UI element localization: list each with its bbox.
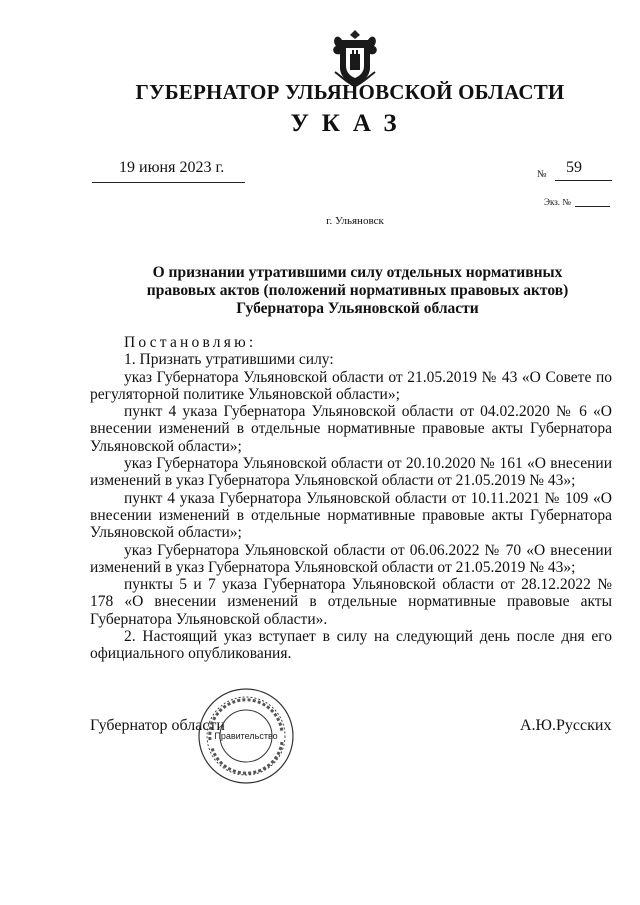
body-paragraph: указ Губернатора Ульяновской области от 21.05.2019 № 43 «О Совете по регуляторной политике Ульяновской области»; [90, 368, 612, 403]
body-paragraph: пункты 5 и 7 указа Губернатора Ульяновской области от 28.12.2022 № 178 «О внесении изменений в отдельные нормативные правовые акты Губернатора Ульяновской области». [90, 576, 612, 628]
body-paragraph: указ Губернатора Ульяновской области от 20.10.2020 № 161 «О внесении изменений в указ Губернатора Ульяновской области от 21.05.2019 № 43»; [90, 455, 612, 490]
signatory-title: Губернатор области [90, 717, 225, 734]
decree-subject [120, 264, 595, 318]
decree-word: Постановляю: [124, 334, 257, 351]
copy-number-line [575, 206, 610, 207]
stamp-center-text: Правительство [214, 731, 278, 741]
city: г. Ульяновск [326, 215, 384, 227]
decree-date: 19 июня 2023 г. [119, 159, 225, 176]
issuing-authority: ГУБЕРНАТОР УЛЬЯНОВСКОЙ ОБЛАСТИ [135, 80, 565, 104]
number-underline [555, 180, 612, 181]
number-label: № [537, 169, 547, 180]
decree-number: 59 [566, 159, 582, 176]
decree-body [90, 334, 612, 663]
copy-number-label: Экз. № [544, 197, 571, 207]
body-paragraph: пункт 4 указа Губернатора Ульяновской области от 04.02.2020 № 6 «О внесении изменений в отдельные нормативные правовые акты Губернатора Ульяновской области»; [90, 403, 612, 455]
subject-line: Губернатора Ульяновской области [236, 300, 479, 317]
date-underline [92, 182, 245, 183]
subject-line: правовых актов (положений нормативных правовых актов) [146, 282, 569, 299]
body-paragraph: 2. Настоящий указ вступает в силу на следующий день после дня его официального опубликования. [90, 628, 612, 663]
subject-line: О признании утратившими силу отдельных нормативных [152, 264, 563, 281]
body-paragraph: указ Губернатора Ульяновской области от 06.06.2022 № 70 «О внесении изменений в указ Губернатора Ульяновской области от 21.05.2019 № 43»; [90, 541, 612, 576]
signatory-name: А.Ю.Русских [520, 717, 612, 734]
body-paragraph: пункт 4 указа Губернатора Ульяновской области от 10.11.2021 № 109 «О внесении изменений в отдельные нормативные правовые акты Губернатора Ульяновской области»; [90, 489, 612, 542]
official-seal-stamp [196, 686, 296, 786]
document-type: УКАЗ [290, 110, 410, 137]
coat-of-arms-icon [327, 28, 383, 88]
body-paragraph: 1. Признать утратившими силу: [124, 351, 334, 369]
